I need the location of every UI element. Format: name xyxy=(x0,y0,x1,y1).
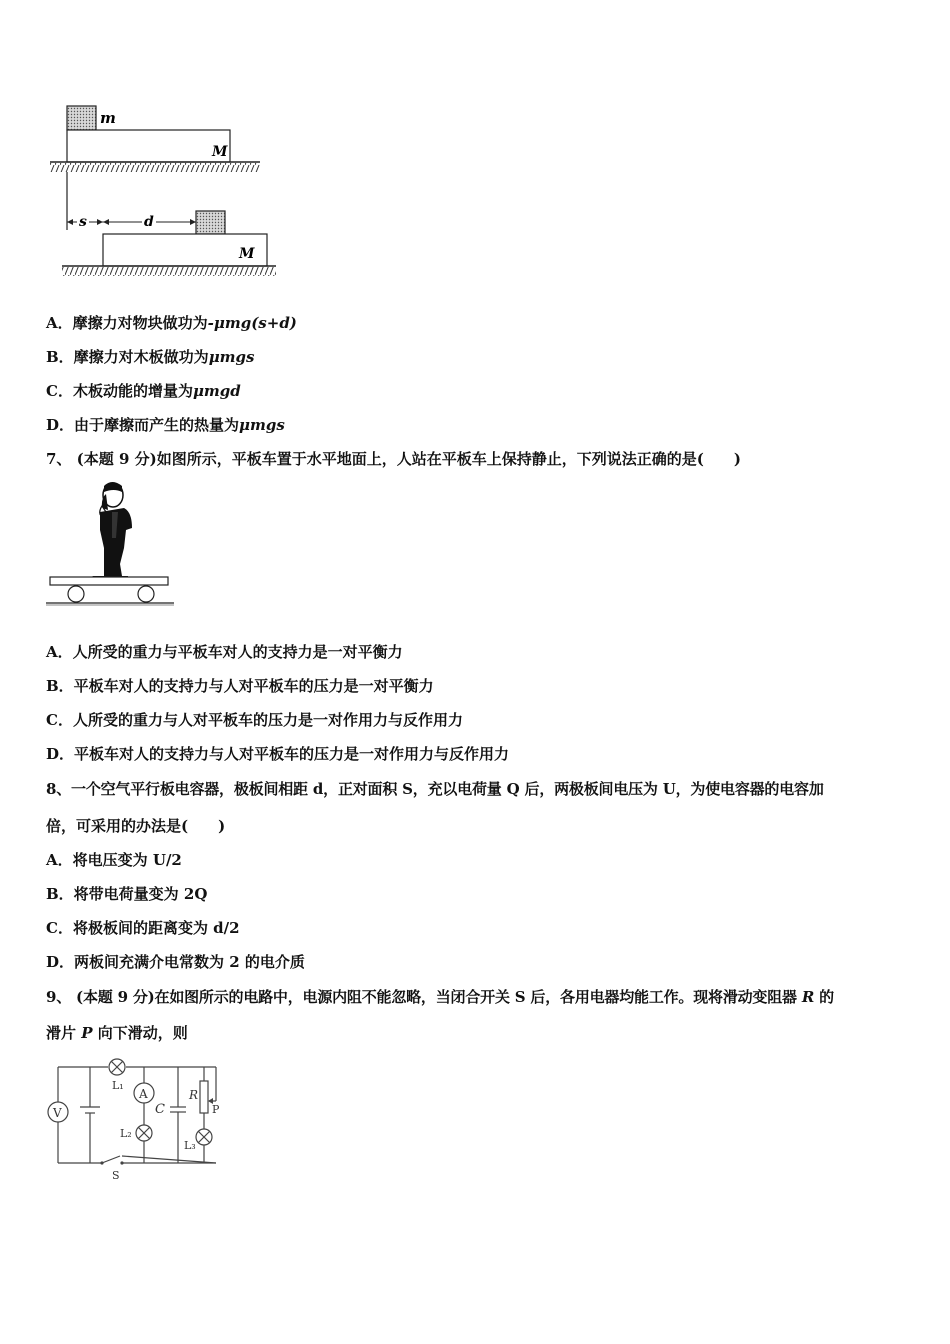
ground-bottom xyxy=(62,267,276,276)
block-m-top xyxy=(67,106,96,130)
q9-symbol-R: R xyxy=(801,988,815,1006)
q8-stem-line1: 8、一个空气平行板电容器，极板间相距 d，正对面积 S，充以电荷量 Q 后，两极板间电压为 U，为使电容器的电容加 xyxy=(46,780,824,798)
q6-option-c: C．木板动能的增量为μmgd xyxy=(46,382,241,400)
cart-wheel-right xyxy=(138,586,154,602)
q6-option-d: D．由于摩擦而产生的热量为μmgs xyxy=(46,416,285,434)
block-board-figure xyxy=(40,95,280,290)
label-M-top: M xyxy=(212,144,228,160)
q9-symbol-P: P xyxy=(81,1024,93,1042)
q8-option-c: C．将极板间的距离变为 d/2 xyxy=(46,919,240,937)
label-m-top: m xyxy=(100,109,116,127)
lamp-L2-icon xyxy=(136,1125,152,1141)
voltmeter-label: V xyxy=(53,1106,62,1120)
q9-stem-line2: 滑片 P 向下滑动，则 xyxy=(46,1024,188,1042)
block-m-bottom xyxy=(196,211,225,234)
lamp-L1-label: L₁ xyxy=(112,1079,124,1092)
capacitor-label: C xyxy=(155,1102,165,1117)
q6-option-b-formula: μmgs xyxy=(208,348,255,366)
lamp-L2-label: L₂ xyxy=(120,1127,132,1140)
q8-stem-line2: 倍，可采用的办法是( ) xyxy=(46,817,226,835)
q7-option-b: B．平板车对人的支持力与人对平板车的压力是一对平衡力 xyxy=(46,677,434,695)
cart-platform xyxy=(50,577,168,585)
q7-option-c: C．人所受的重力与人对平板车的压力是一对作用力与反作用力 xyxy=(46,711,463,729)
q7-option-a: A．人所受的重力与平板车对人的支持力是一对平衡力 xyxy=(46,643,403,661)
lamp-L1-icon xyxy=(109,1059,125,1075)
circuit-diagram xyxy=(44,1055,224,1185)
q8-option-a: A．将电压变为 U/2 xyxy=(46,851,182,869)
q8-option-b: B．将带电荷量变为 2Q xyxy=(46,885,208,903)
ground-top xyxy=(50,163,260,172)
q6-option-a: A．摩擦力对物块做功为-μmg(s+d) xyxy=(46,314,297,332)
person-icon xyxy=(90,482,132,578)
q6-option-c-formula: μmgd xyxy=(192,382,241,400)
rheostat-label: R xyxy=(189,1088,199,1102)
label-d: d xyxy=(144,214,154,230)
cart-wheel-left xyxy=(68,586,84,602)
person-cart-figure xyxy=(46,478,174,608)
slider-label: P xyxy=(212,1103,220,1116)
q9-stem-line1: 9、 (本题 9 分)在如图所示的电路中，电源内阻不能忽略，当闭合开关 S 后，各用电器均能工作。现将滑动变阻器 R 的 xyxy=(46,988,834,1006)
ammeter-label: A xyxy=(139,1087,148,1101)
q6-option-a-formula: -μmg(s+d) xyxy=(207,314,297,332)
lamp-L3-icon xyxy=(196,1129,212,1145)
q6-option-d-formula: μmgs xyxy=(239,416,285,434)
label-M-bottom: M xyxy=(239,246,255,262)
board-M-top xyxy=(67,130,230,162)
q7-stem: 7、 (本题 9 分)如图所示，平板车置于水平地面上，人站在平板车上保持静止，下列说法正确的是( ) xyxy=(46,450,741,468)
lamp-L3-label: L₃ xyxy=(184,1139,196,1152)
q7-option-d: D．平板车对人的支持力与人对平板车的压力是一对作用力与反作用力 xyxy=(46,745,510,763)
q6-option-b: B．摩擦力对木板做功为μmgs xyxy=(46,348,255,366)
label-s: s xyxy=(79,214,87,230)
q8-option-d: D．两板间充满介电常数为 2 的电介质 xyxy=(46,953,305,971)
switch-label: S xyxy=(112,1169,120,1182)
